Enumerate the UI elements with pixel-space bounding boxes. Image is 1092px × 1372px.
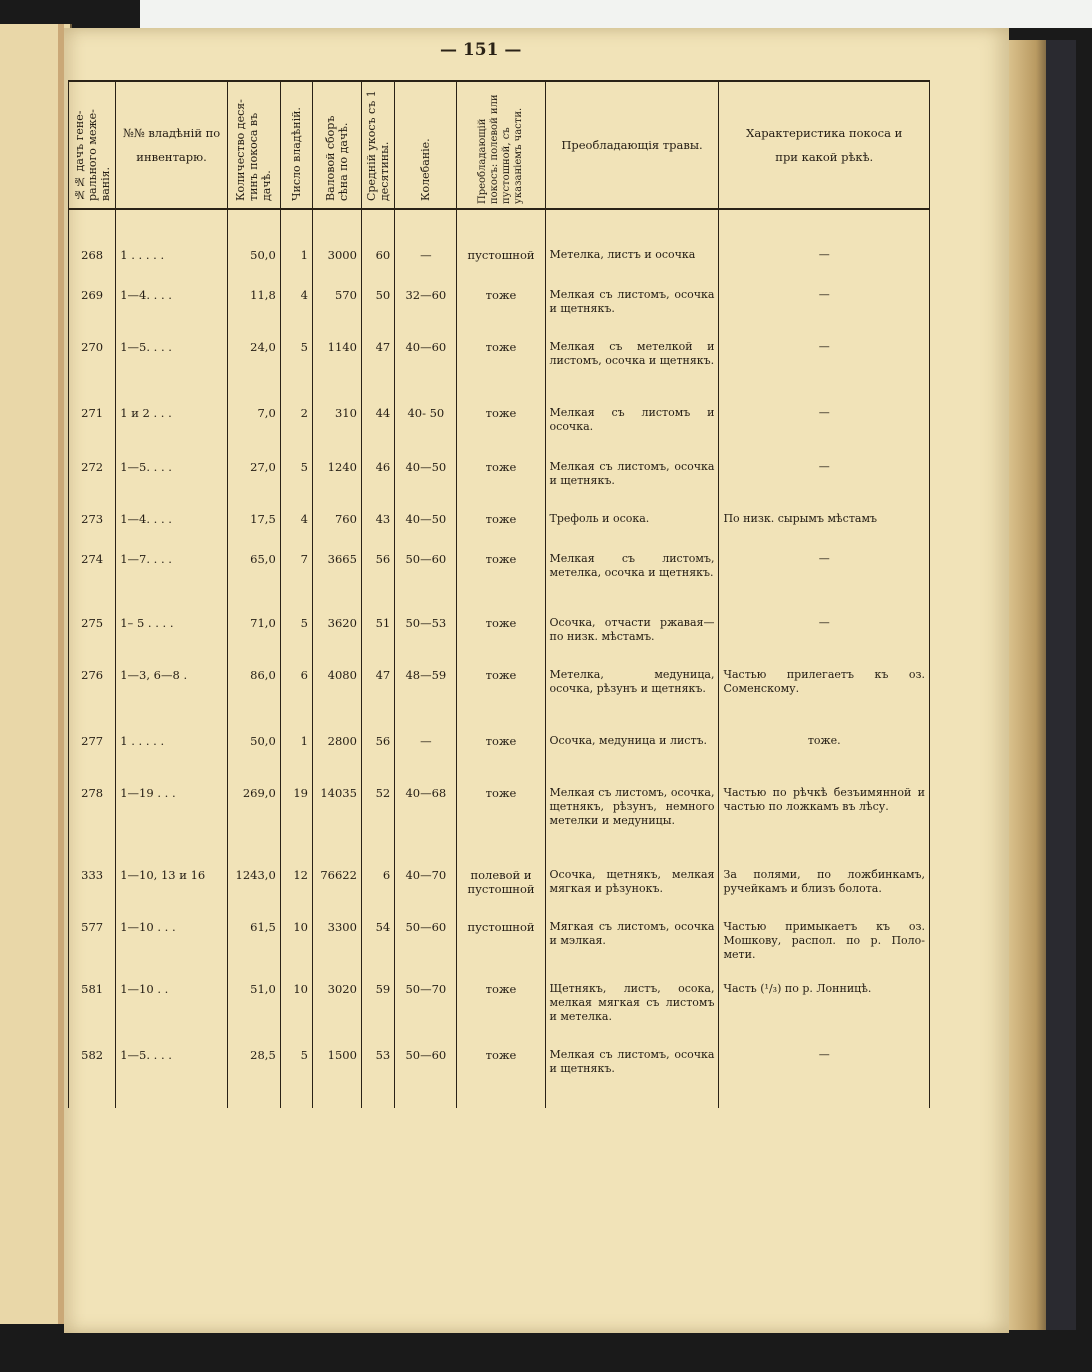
gross-hay: 3620 bbox=[312, 616, 361, 668]
gross-hay: 3000 bbox=[312, 248, 361, 288]
dacha-number: 269 bbox=[69, 288, 116, 340]
owners-count: 1 bbox=[280, 248, 312, 288]
owner-range: 1 и 2 . . . bbox=[116, 406, 228, 460]
owners-count: 6 bbox=[280, 668, 312, 734]
owners-count: 4 bbox=[280, 512, 312, 552]
desyatin-value: 51,0 bbox=[227, 982, 280, 1048]
header-character: Характеристика покоса и при какой рѣкѣ. bbox=[719, 81, 930, 209]
avg-yield: 43 bbox=[361, 512, 394, 552]
dacha-number: 271 bbox=[69, 406, 116, 460]
dacha-number: 333 bbox=[69, 868, 116, 920]
character-text: — bbox=[719, 288, 930, 340]
header-gross-hay: Валовой сборъ сѣна по дачѣ. bbox=[312, 81, 361, 209]
desyatin-value: 86,0 bbox=[227, 668, 280, 734]
dacha-number: 277 bbox=[69, 734, 116, 786]
table-row bbox=[69, 288, 930, 340]
grasses-text: Трефоль и осока. bbox=[545, 512, 719, 552]
grasses-text: Метелка, медуница, осочка, рѣзунъ и щетнякъ. bbox=[545, 668, 719, 734]
owners-count: 5 bbox=[280, 460, 312, 512]
character-text: Частью примыкаетъ къ оз. Мошкову, распол. по р. Поло-мети. bbox=[719, 920, 930, 982]
dacha-number: 276 bbox=[69, 668, 116, 734]
dacha-number: 275 bbox=[69, 616, 116, 668]
owners-count: 5 bbox=[280, 616, 312, 668]
header-grasses: Преобладающія травы. bbox=[545, 81, 719, 209]
dacha-number: 582 bbox=[69, 1048, 116, 1108]
avg-yield: 56 bbox=[361, 552, 394, 616]
avg-yield: 54 bbox=[361, 920, 394, 982]
character-text: — bbox=[719, 552, 930, 616]
header-avg-yield: Средній укосъ съ 1 десятины. bbox=[361, 81, 394, 209]
character-text: Частью прилегаетъ къ оз. Соменскому. bbox=[719, 668, 930, 734]
hay-yield-table bbox=[68, 80, 930, 1108]
avg-yield: 59 bbox=[361, 982, 394, 1048]
yield-range: 50—53 bbox=[395, 616, 457, 668]
grasses-text: Мелкая съ метелкой и листомъ, осочка и щетнякъ. bbox=[545, 340, 719, 406]
avg-yield: 53 bbox=[361, 1048, 394, 1108]
owners-count: 1 bbox=[280, 734, 312, 786]
desyatin-value: 24,0 bbox=[227, 340, 280, 406]
table-row bbox=[69, 340, 930, 406]
owners-count: 5 bbox=[280, 340, 312, 406]
yield-range: 50—60 bbox=[395, 920, 457, 982]
owner-range: 1—10, 13 и 16 bbox=[116, 868, 228, 920]
yield-range: 40- 50 bbox=[395, 406, 457, 460]
character-text: По низк. сырымъ мѣстамъ bbox=[719, 512, 930, 552]
meadow-type: тоже bbox=[457, 552, 545, 616]
gross-hay: 76622 bbox=[312, 868, 361, 920]
yield-range: 48—59 bbox=[395, 668, 457, 734]
character-text: За полями, по ложбинкамъ, ручейкамъ и близъ болота. bbox=[719, 868, 930, 920]
desyatin-value: 61,5 bbox=[227, 920, 280, 982]
table-row bbox=[69, 668, 930, 734]
character-text: — bbox=[719, 616, 930, 668]
book-spine bbox=[1046, 40, 1076, 1330]
gross-hay: 2800 bbox=[312, 734, 361, 786]
gross-hay: 1140 bbox=[312, 340, 361, 406]
owners-count: 4 bbox=[280, 288, 312, 340]
owners-count: 19 bbox=[280, 786, 312, 868]
yield-range: 50—60 bbox=[395, 552, 457, 616]
character-text: — bbox=[719, 340, 930, 406]
grasses-text: Мелкая съ листомъ, осочка, щетнякъ, рѣзунъ, немного метелки и медуницы. bbox=[545, 786, 719, 868]
owner-range: 1—5. . . . bbox=[116, 460, 228, 512]
character-text: — bbox=[719, 1048, 930, 1108]
left-page-edge bbox=[0, 24, 72, 1324]
grasses-text: Мелкая съ листомъ, осочка и щетнякъ. bbox=[545, 1048, 719, 1108]
dacha-number: 272 bbox=[69, 460, 116, 512]
yield-range: 32—60 bbox=[395, 288, 457, 340]
header-owners-count: Число владѣній. bbox=[280, 81, 312, 209]
owner-range: 1—4. . . . bbox=[116, 288, 228, 340]
yield-range: — bbox=[395, 248, 457, 288]
desyatin-value: 50,0 bbox=[227, 734, 280, 786]
owners-count: 10 bbox=[280, 920, 312, 982]
owners-count: 5 bbox=[280, 1048, 312, 1108]
meadow-type: тоже bbox=[457, 460, 545, 512]
meadow-type: тоже bbox=[457, 1048, 545, 1108]
meadow-type: тоже bbox=[457, 786, 545, 868]
table-row bbox=[69, 868, 930, 920]
table-row bbox=[69, 1048, 930, 1108]
owner-range: 1– 5 . . . . bbox=[116, 616, 228, 668]
spacer-row bbox=[69, 209, 930, 248]
character-text: — bbox=[719, 406, 930, 460]
owner-range: 1—10 . . bbox=[116, 982, 228, 1048]
header-row bbox=[69, 81, 930, 209]
header-meadow-type: Преобладающій покосъ: полевой или пустошной, съ указаніемъ части. bbox=[457, 81, 545, 209]
owner-range: 1—5. . . . bbox=[116, 340, 228, 406]
grasses-text: Мелкая съ листомъ и осочка. bbox=[545, 406, 719, 460]
character-text: Частью по рѣчкѣ безъимянной и частью по ложкамъ въ лѣсу. bbox=[719, 786, 930, 868]
yield-range: — bbox=[395, 734, 457, 786]
character-text: Часть (¹/₃) по р. Лонницѣ. bbox=[719, 982, 930, 1048]
yield-range: 50—70 bbox=[395, 982, 457, 1048]
avg-yield: 50 bbox=[361, 288, 394, 340]
avg-yield: 47 bbox=[361, 668, 394, 734]
table-row bbox=[69, 920, 930, 982]
desyatin-value: 1243,0 bbox=[227, 868, 280, 920]
table-row bbox=[69, 786, 930, 868]
gross-hay: 1500 bbox=[312, 1048, 361, 1108]
gross-hay: 760 bbox=[312, 512, 361, 552]
header-range: Колебаніе. bbox=[395, 81, 457, 209]
owner-range: 1—4. . . . bbox=[116, 512, 228, 552]
grasses-text: Осочка, отчасти ржавая—по низк. мѣстамъ. bbox=[545, 616, 719, 668]
header-owner-no: №№ владѣній по инвентарю. bbox=[116, 81, 228, 209]
table-row bbox=[69, 406, 930, 460]
meadow-type: тоже bbox=[457, 406, 545, 460]
meadow-type: тоже bbox=[457, 512, 545, 552]
table-row bbox=[69, 552, 930, 616]
owner-range: 1—5. . . . bbox=[116, 1048, 228, 1108]
character-text: — bbox=[719, 248, 930, 288]
header-desyatin: Количество деся-тинъ покоса въ дачѣ. bbox=[227, 81, 280, 209]
yield-range: 40—70 bbox=[395, 868, 457, 920]
desyatin-value: 71,0 bbox=[227, 616, 280, 668]
desyatin-value: 50,0 bbox=[227, 248, 280, 288]
owner-range: 1—10 . . . bbox=[116, 920, 228, 982]
owners-count: 2 bbox=[280, 406, 312, 460]
meadow-type: пустошной bbox=[457, 248, 545, 288]
gross-hay: 3665 bbox=[312, 552, 361, 616]
table-row bbox=[69, 460, 930, 512]
owners-count: 10 bbox=[280, 982, 312, 1048]
table-row bbox=[69, 982, 930, 1048]
dacha-number: 278 bbox=[69, 786, 116, 868]
desyatin-value: 17,5 bbox=[227, 512, 280, 552]
desyatin-value: 65,0 bbox=[227, 552, 280, 616]
desyatin-value: 28,5 bbox=[227, 1048, 280, 1108]
avg-yield: 51 bbox=[361, 616, 394, 668]
avg-yield: 60 bbox=[361, 248, 394, 288]
gross-hay: 14035 bbox=[312, 786, 361, 868]
character-text: — bbox=[719, 460, 930, 512]
meadow-type: тоже bbox=[457, 288, 545, 340]
grasses-text: Щетнякъ, листъ, осока, мелкая мягкая съ листомъ и метелка. bbox=[545, 982, 719, 1048]
meadow-type: тоже bbox=[457, 982, 545, 1048]
gross-hay: 570 bbox=[312, 288, 361, 340]
yield-range: 50—60 bbox=[395, 1048, 457, 1108]
meadow-type: пустошной bbox=[457, 920, 545, 982]
table-row bbox=[69, 248, 930, 288]
grasses-text: Метелка, листъ и осочка bbox=[545, 248, 719, 288]
table-row bbox=[69, 512, 930, 552]
owners-count: 12 bbox=[280, 868, 312, 920]
grasses-text: Мелкая съ листомъ, осочка и щетнякъ. bbox=[545, 460, 719, 512]
owner-range: 1—3, 6—8 . bbox=[116, 668, 228, 734]
desyatin-value: 11,8 bbox=[227, 288, 280, 340]
avg-yield: 6 bbox=[361, 868, 394, 920]
owner-range: 1 . . . . . bbox=[116, 734, 228, 786]
desyatin-value: 27,0 bbox=[227, 460, 280, 512]
table-row bbox=[69, 616, 930, 668]
grasses-text: Мелкая съ листомъ, осочка и щетнякъ. bbox=[545, 288, 719, 340]
dacha-number: 274 bbox=[69, 552, 116, 616]
owner-range: 1 . . . . . bbox=[116, 248, 228, 288]
owner-range: 1—19 . . . bbox=[116, 786, 228, 868]
avg-yield: 47 bbox=[361, 340, 394, 406]
grasses-text: Мелкая съ листомъ, метелка, осочка и щетнякъ. bbox=[545, 552, 719, 616]
table-row bbox=[69, 734, 930, 786]
gross-hay: 4080 bbox=[312, 668, 361, 734]
avg-yield: 46 bbox=[361, 460, 394, 512]
meadow-type: полевой и пустошной bbox=[457, 868, 545, 920]
yield-range: 40—68 bbox=[395, 786, 457, 868]
avg-yield: 44 bbox=[361, 406, 394, 460]
meadow-type: тоже bbox=[457, 734, 545, 786]
desyatin-value: 7,0 bbox=[227, 406, 280, 460]
dacha-number: 270 bbox=[69, 340, 116, 406]
gross-hay: 310 bbox=[312, 406, 361, 460]
page-number: — 151 — bbox=[440, 40, 522, 60]
owners-count: 7 bbox=[280, 552, 312, 616]
avg-yield: 52 bbox=[361, 786, 394, 868]
yield-range: 40—50 bbox=[395, 512, 457, 552]
gross-hay: 1240 bbox=[312, 460, 361, 512]
grasses-text: Осочка, медуница и листъ. bbox=[545, 734, 719, 786]
dacha-number: 268 bbox=[69, 248, 116, 288]
meadow-type: тоже bbox=[457, 668, 545, 734]
dacha-number: 581 bbox=[69, 982, 116, 1048]
scanner-background bbox=[140, 0, 1092, 28]
gross-hay: 3020 bbox=[312, 982, 361, 1048]
yield-range: 40—50 bbox=[395, 460, 457, 512]
meadow-type: тоже bbox=[457, 340, 545, 406]
dacha-number: 273 bbox=[69, 512, 116, 552]
grasses-text: Мягкая съ листомъ, осочка и мэлкая. bbox=[545, 920, 719, 982]
yield-range: 40—60 bbox=[395, 340, 457, 406]
dacha-number: 577 bbox=[69, 920, 116, 982]
meadow-type: тоже bbox=[457, 616, 545, 668]
avg-yield: 56 bbox=[361, 734, 394, 786]
gross-hay: 3300 bbox=[312, 920, 361, 982]
grasses-text: Осочка, щетнякъ, мелкая мягкая и рѣзунокъ. bbox=[545, 868, 719, 920]
character-text: тоже. bbox=[719, 734, 930, 786]
owner-range: 1—7. . . . bbox=[116, 552, 228, 616]
desyatin-value: 269,0 bbox=[227, 786, 280, 868]
header-dacha-no: №№ дачъ гене-рального меже-ванія. bbox=[69, 81, 116, 209]
